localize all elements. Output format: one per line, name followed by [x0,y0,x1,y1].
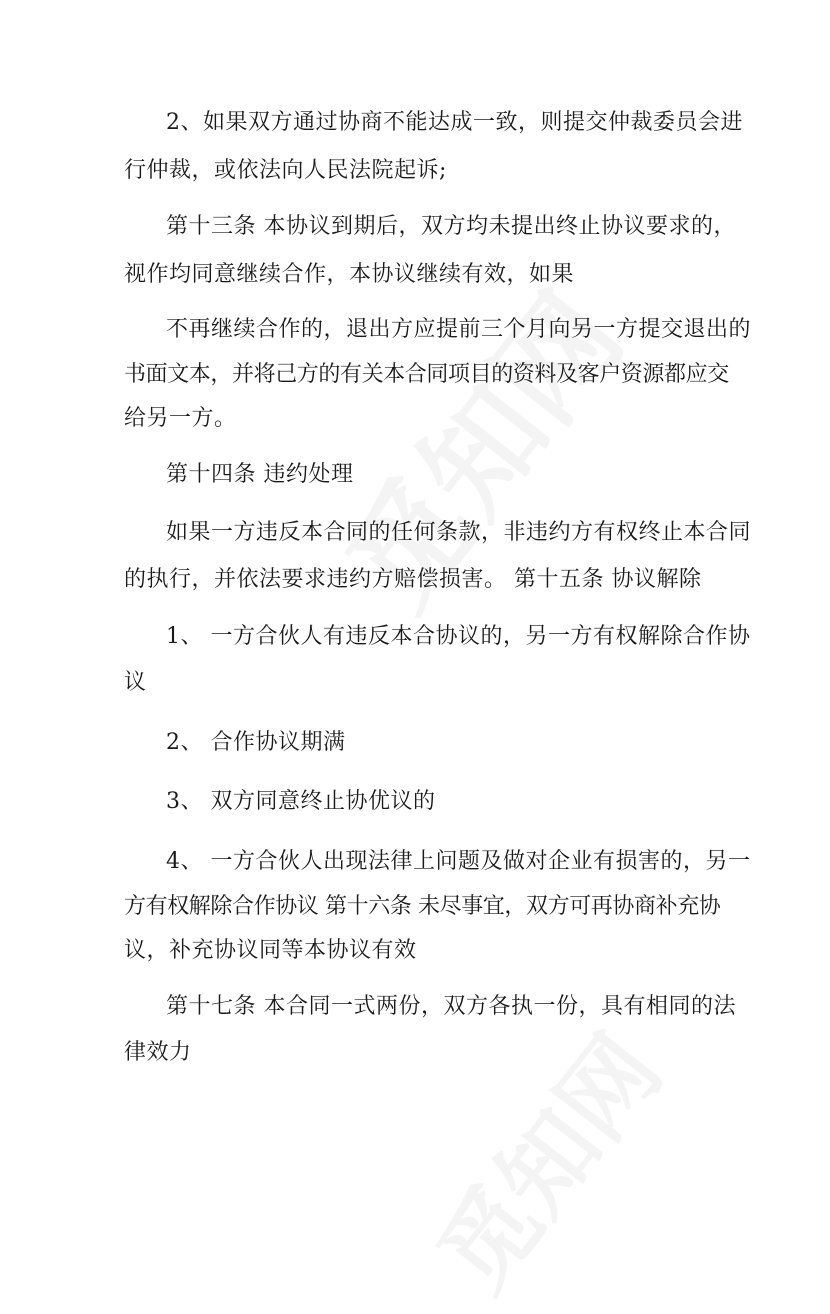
list-item-line: 4、 一方合伙人出现法律上问题及做对企业有损害的，另一 [166,849,751,874]
list-item-line: 2、 合作协议期满 [166,730,346,755]
paragraph-line: 律效力 [124,1040,192,1065]
list-item-line: 议 [124,670,147,695]
paragraph-line: 的执行，并依法要求违约方赔偿损害。 第十五条 协议解除 [124,567,702,592]
paragraph-line: 视作均同意继续合作，本协议继续有效，如果 [124,262,575,287]
list-item-line: 议，补充协议同等本协议有效 [124,938,417,963]
list-item-line: 1、 一方合伙人有违反本合协议的，另一方有权解除合作协 [166,624,751,649]
paragraph-line: 不再继续合作的，退出方应提前三个月向另一方提交退出的 [166,317,752,342]
paragraph-line: 行仲裁，或依法向人民法院起诉; [124,158,447,183]
list-item-line: 3、 双方同意终止协优议的 [166,789,436,814]
paragraph-line: 第十三条 本协议到期后，双方均未提出终止协议要求的， [166,214,736,239]
paragraph-line: 给另一方。 [124,406,237,431]
list-item-line: 方有权解除合作协议 第十六条 未尽事宜，双方可再协商补充协 [124,894,721,919]
section-heading: 第十四条 违约处理 [166,462,354,487]
paragraph-line: 书面文本，并将己方的有关本合同项目的资料及客户资源都应交 [124,362,729,387]
paragraph-line: 第十七条 本合同一式两份，双方各执一份，具有相同的法 [166,994,736,1019]
paragraph-line: 如果一方违反本合同的任何条款，非违约方有权终止本合同 [166,520,752,545]
watermark [401,1003,686,1314]
paragraph-line: 2、如果双方通过协商不能达成一致，则提交仲裁委员会进 [166,110,743,135]
